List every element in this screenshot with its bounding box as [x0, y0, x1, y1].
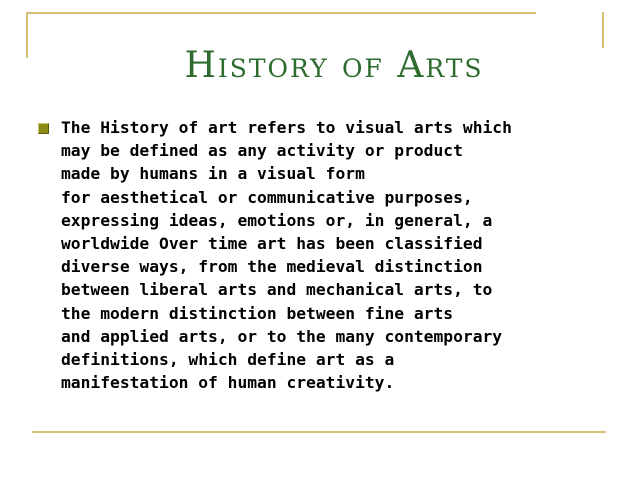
frame-line-right — [602, 12, 604, 48]
paragraph-line: expressing ideas, emotions or, in general, a — [61, 210, 493, 230]
square-bullet-icon — [38, 123, 49, 134]
slide-title: History of Arts — [184, 45, 484, 86]
bullet-paragraph — [61, 116, 621, 394]
paragraph-line: worldwide Over time art has been classified — [61, 234, 483, 254]
paragraph-line: for aesthetical or communicative purposes, — [61, 187, 473, 207]
paragraph-line: The History of art refers to visual arts which — [61, 118, 512, 137]
frame-line-bottom — [32, 431, 606, 433]
paragraph-line: manifestation of human creativity. — [61, 373, 395, 393]
paragraph-line: definitions, which define art as a — [61, 350, 395, 370]
paragraph-line: the modern distinction between fine arts — [61, 303, 454, 323]
frame-line-top — [26, 12, 536, 14]
paragraph-line: between liberal arts and mechanical arts, to — [61, 280, 493, 300]
paragraph-line: made by humans in a visual form — [61, 164, 365, 184]
paragraph-line: may be defined as any activity or product — [61, 141, 463, 161]
paragraph-line: diverse ways, from the medieval distinction — [61, 257, 483, 277]
paragraph-line: and applied arts, or to the many contemporary — [61, 326, 503, 346]
